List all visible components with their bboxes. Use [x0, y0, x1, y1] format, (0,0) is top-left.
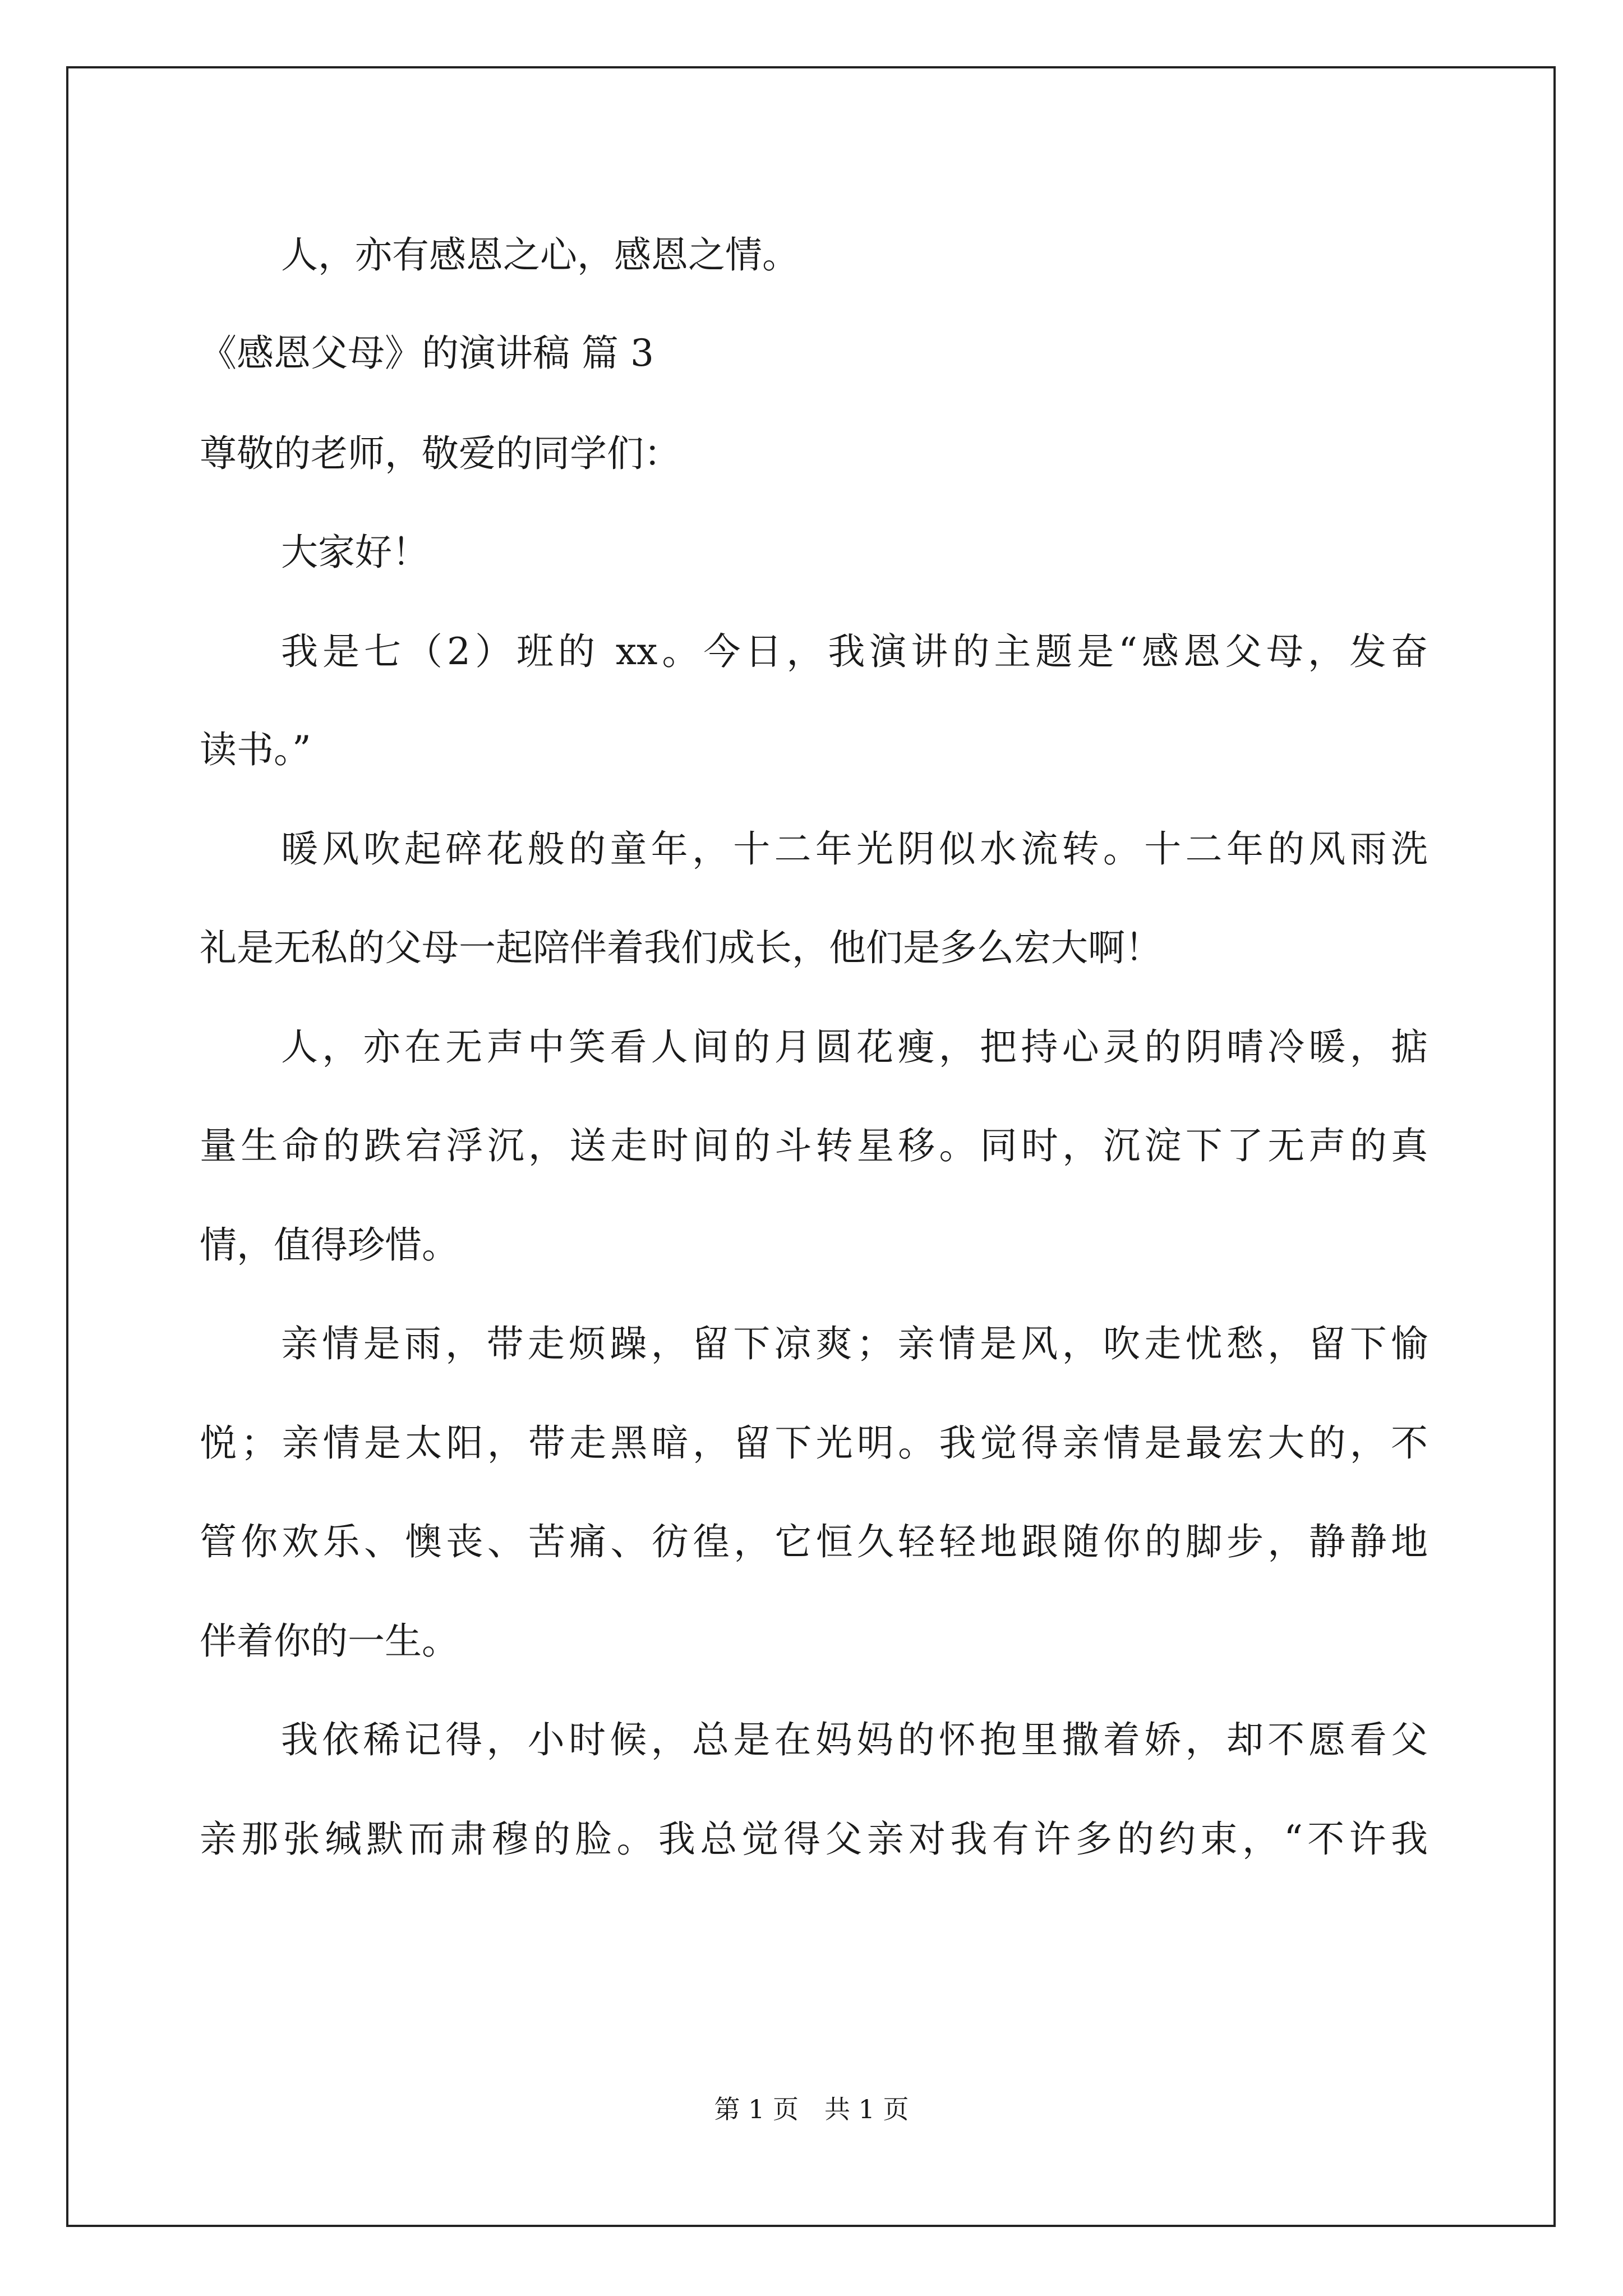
page-footer: 第 1 页 共 1 页	[714, 2094, 909, 2124]
paragraph-line: 情，值得珍惜。	[200, 1223, 459, 1267]
paragraph-line: 我是七（2）班的 xx。今日，我演讲的主题是“感恩父母，发奋	[281, 630, 1428, 673]
paragraph-line: 亲情是雨，带走烦躁，留下凉爽；亲情是风，吹走忧愁，留下愉	[281, 1322, 1428, 1365]
paragraph-line: 读书。”	[200, 728, 311, 771]
paragraph-line: 量生命的跌宕浮沉，送走时间的斗转星移。同时，沉淀下了无声的真	[200, 1124, 1428, 1167]
paragraph-line: 人，亦有感恩之心，感恩之情。	[281, 233, 799, 277]
paragraph-line: 人，亦在无声中笑看人间的月圆花瘦，把持心灵的阴晴冷暖，掂	[281, 1025, 1428, 1069]
paragraph-line: 礼是无私的父母一起陪伴着我们成长，他们是多么宏大啊！	[200, 926, 1162, 969]
greeting: 大家好！	[281, 531, 429, 574]
paragraph-line: 伴着你的一生。	[200, 1619, 459, 1663]
paragraph-line: 亲那张缄默而肃穆的脸。我总觉得父亲对我有许多的约束，“不许我	[200, 1818, 1428, 1861]
paragraph-line: 悦；亲情是太阳，带走黑暗，留下光明。我觉得亲情是最宏大的，不	[200, 1421, 1428, 1465]
salutation: 尊敬的老师，敬爱的同学们：	[200, 432, 681, 475]
paragraph-line: 管你欢乐、懊丧、苦痛、彷徨，它恒久轻轻地跟随你的脚步，静静地	[200, 1520, 1428, 1563]
section-heading: 《感恩父母》的演讲稿 篇 3	[200, 332, 654, 375]
paragraph-line: 我依稀记得，小时候，总是在妈妈的怀抱里撒着娇，却不愿看父	[281, 1718, 1428, 1761]
paragraph-line: 暖风吹起碎花般的童年，十二年光阴似水流转。十二年的风雨洗	[281, 827, 1428, 871]
